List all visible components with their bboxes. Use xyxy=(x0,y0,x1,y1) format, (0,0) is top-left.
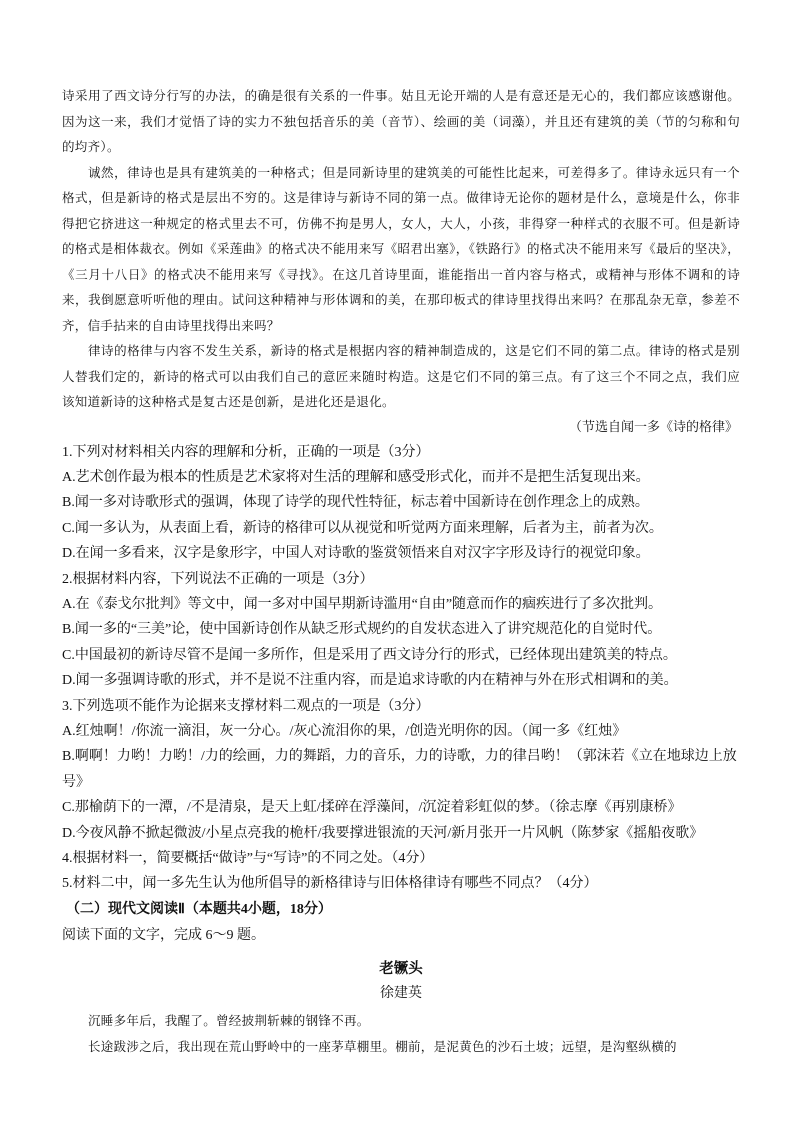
option-c: C.中国最初的新诗尽管不是闻一多所作，但是采用了西文诗分行的形式，已经体现出建筑美的特点。 xyxy=(62,647,677,663)
story-paragraph-1: 沉睡多年后，我醒了。曾经披荆斩棘的钢锋不再。 xyxy=(88,1013,370,1029)
passage-paragraph-2: 诚然，律诗也是具有建筑美的一种格式；但是同新诗里的建筑美的可能性比起来，可差得多了。律诗永远只有一个格式，但是新诗的格式是层出不穷的。这是律诗与新诗不同的第一点。做律诗无论你的题材是什么，意境是什么，你非得把它挤进这一种规定的格式里去不可，仿佛不拘是男人，女人，大人，小孩，非得穿一种样式的衣服不可。但是新诗的格式是相体裁衣。例如《采莲曲》的格式决不能用来写《昭君出塞》，《铁路行》的格式决不能用来写《最后的坚决》，《三月十八日》的格式决不能用来写《寻找》。在这几首诗里面，谁能指出一首内容与格式，或精神与形体不调和的诗来，我倒愿意听听他的理由。试问这种精神与形体调和的美，在那印板式的律诗里找得出来吗？在那乱杂无章，参差不齐，信手拈来的自由诗里找得出来吗？ xyxy=(62,164,740,333)
question-stem: 3.下列选项不能作为论据来支撑材料二观点的一项是（3分） xyxy=(62,698,430,714)
option-c: C.那榆荫下的一潭，/不是清泉，是天上虹/揉碎在浮藻间，/沉淀着彩虹似的梦。（徐志摩《再别康桥》 xyxy=(62,800,682,816)
story-title: 老镢头 xyxy=(379,961,423,978)
option-b: B.啊啊！力哟！力哟！/力的绘画，力的舞蹈，力的音乐，力的诗歌，力的律吕哟！（郭沫若《立在地球边上放号》 xyxy=(62,749,737,790)
story-author: 徐建英 xyxy=(380,986,422,1002)
option-b: B.闻一多的“三美”论，使中国新诗创作从缺乏形式规约的自发状态进入了讲究规范化的自觉时代。 xyxy=(62,622,662,638)
passage-paragraph-3: 律诗的格律与内容不发生关系，新诗的格式是根据内容的精神制造成的，这是它们不同的第二点。律诗的格式是别人替我们定的，新诗的格式可以由我们自己的意匠来随时构造。这是它们不同的第三点。有了这三个不同之点，我们应该知道新诗的这种格式是复古还是创新，是进化还是退化。 xyxy=(62,343,740,409)
story-paragraph-2: 长途跋涉之后，我出现在荒山野岭中的一座茅草棚里。棚前，是泥黄色的沙石土坡；远望，是沟壑纵横的 xyxy=(88,1038,677,1054)
question-stem: 1.下列对材料相关内容的理解和分析，正确的一项是（3分） xyxy=(62,444,430,460)
question-stem: 2.根据材料内容，下列说法不正确的一项是（3分） xyxy=(62,571,374,587)
passage-paragraph-1: 诗采用了西文诗分行写的办法，的确是很有关系的一件事。姑且无论开端的人是有意还是无心的，我们都应该感谢他。因为这一来，我们才觉悟了诗的实力不独包括音乐的美（音节）、绘画的美（词藻），并且还有建筑的美（节的匀称和句的均齐）。 xyxy=(62,88,740,154)
page-content xyxy=(62,83,740,1059)
question-4: 4.根据材料一，简要概括“做诗”与“写诗”的不同之处。（4分） xyxy=(62,851,434,866)
option-a: A.艺术创作最为根本的性质是艺术家将对生活的理解和感受形式化，而并不是把生活复现出来。 xyxy=(62,469,650,485)
option-a: A.红烛啊！/你流一滴泪，灰一分心。/灰心流泪你的果，/创造光明你的因。（闻一多《红烛》 xyxy=(62,723,627,739)
option-d: D.闻一多强调诗歌的形式，并不是说不注重内容，而是追求诗歌的内在精神与外在形式相调和的美。 xyxy=(62,673,678,689)
option-d: D.今夜风静不掀起微波/小星点亮我的桅杆/我要撑进银流的天河/新月张开一片风帆（陈梦家《摇船夜歌》 xyxy=(62,825,704,841)
option-c: C.闻一多认为，从表面上看，新诗的格律可以从视觉和听觉两方面来理解，后者为主，前者为次。 xyxy=(62,520,663,536)
question-5: 5.材料二中，闻一多先生认为他所倡导的新格律诗与旧体格律诗有哪些不同点？（4分） xyxy=(62,876,598,892)
section-instruction: 阅读下面的文字，完成 6～9 题。 xyxy=(62,927,265,943)
question-3 xyxy=(62,694,740,846)
section-heading: （二）现代文阅读Ⅱ（本题共4小题，18分） xyxy=(66,901,332,917)
option-a: A.在《泰戈尔批判》等文中，闻一多对中国早期新诗滥用“自由”随意而作的痼疾进行了多次批判。 xyxy=(62,596,663,612)
passage-source: （节选自闻一多《诗的格律》 xyxy=(568,419,738,435)
option-b: B.闻一多对诗歌形式的强调，体现了诗学的现代性特征，标志着中国新诗在创作理念上的成熟。 xyxy=(62,495,649,511)
option-d: D.在闻一多看来，汉字是象形字，中国人对诗歌的鉴赏领悟来自对汉字字形及诗行的视觉印象。 xyxy=(62,546,650,562)
question-1 xyxy=(62,440,740,567)
question-2 xyxy=(62,567,740,694)
